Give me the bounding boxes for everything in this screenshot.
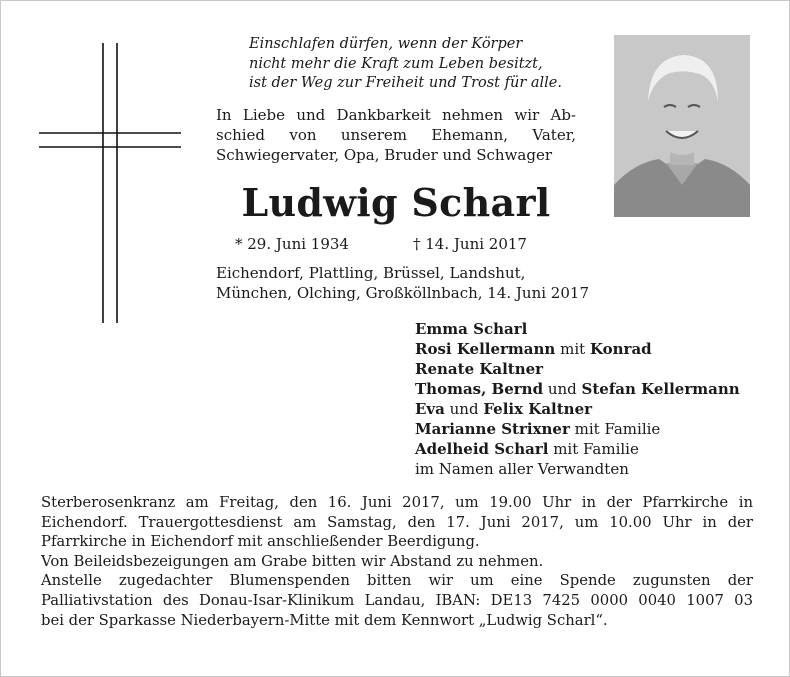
details-line: Von Beileidsbezeigungen am Grabe bitten wir Abstand zu nehmen.	[41, 552, 544, 570]
cross-icon	[39, 43, 181, 323]
epitaph-quote	[249, 35, 604, 94]
places-line: München, Olching, Großköllnbach, 14. Juni 2017	[216, 284, 589, 302]
details-line: Eichendorf. Trauergottesdienst am Samstag, den 17. Juni 2017, um 10.00 Uhr in der	[41, 513, 753, 531]
intro-text	[216, 105, 576, 165]
family-line	[415, 339, 740, 359]
family-connector: und	[543, 380, 582, 398]
family-name: Eva	[415, 400, 445, 418]
family-connector: und	[444, 400, 484, 418]
family-name: Renate Kaltner	[415, 360, 544, 378]
family-name: Felix Kaltner	[483, 400, 593, 418]
details-line: Sterberosenkranz am Freitag, den 16. Juni 2017, um 19.00 Uhr in der Pfarrkirche in	[41, 494, 753, 511]
family-connector: mit Familie	[569, 420, 661, 438]
family-line	[415, 379, 740, 399]
family-line	[415, 439, 740, 459]
family-name: Konrad	[589, 340, 652, 358]
places-text	[216, 263, 589, 303]
family-connector: mit	[555, 340, 590, 358]
details-line: Anstelle zugedachter Blumenspenden bitten wir um eine Spende zugunsten der	[41, 572, 753, 590]
family-line	[415, 319, 740, 339]
family-line	[415, 359, 740, 379]
family-connector: mit Familie	[548, 440, 639, 458]
quote-line: nicht mehr die Kraft zum Leben besitzt,	[249, 55, 543, 72]
family-name: Stefan Kellermann	[581, 380, 740, 398]
places-line: Eichendorf, Plattling, Brüssel, Landshut,	[216, 264, 526, 282]
details-line: Pfarrkirche in Eichendorf mit anschließender Beerdigung.	[41, 533, 480, 551]
family-connector: im Namen aller Verwandten	[415, 460, 629, 478]
family-line	[415, 399, 740, 419]
family-name: Emma Scharl	[415, 320, 528, 338]
family-name: Adelheid Scharl	[415, 440, 549, 458]
family-name: Marianne Strixner	[415, 420, 570, 438]
family-line	[415, 419, 740, 439]
intro-line: In Liebe und Dankbarkeit nehmen wir Ab-	[216, 106, 576, 124]
funeral-details	[41, 493, 753, 630]
portrait-photo	[614, 35, 750, 217]
family-name: Rosi Kellermann	[415, 340, 556, 358]
intro-line: schied von unserem Ehemann, Vater,	[216, 126, 576, 144]
family-list	[415, 319, 740, 479]
death-date: † 14. Juni 2017	[413, 235, 527, 253]
details-line: bei der Sparkasse Niederbayern-Mitte mit dem Kennwort „Ludwig Scharl“.	[41, 611, 608, 629]
quote-line: ist der Weg zur Freiheit und Trost für alle.	[249, 75, 562, 91]
birth-date: * 29. Juni 1934	[235, 235, 349, 253]
family-line	[415, 459, 740, 479]
deceased-name: Ludwig Scharl	[241, 180, 551, 225]
family-name: Thomas, Bernd	[415, 380, 544, 398]
quote-line: Einschlafen dürfen, wenn der Körper	[249, 36, 523, 52]
details-line: Palliativstation des Donau-Isar-Klinikum Landau, IBAN: DE13 7425 0000 0040 1007 03	[41, 591, 753, 609]
intro-line: Schwiegervater, Opa, Bruder und Schwager	[216, 146, 552, 164]
